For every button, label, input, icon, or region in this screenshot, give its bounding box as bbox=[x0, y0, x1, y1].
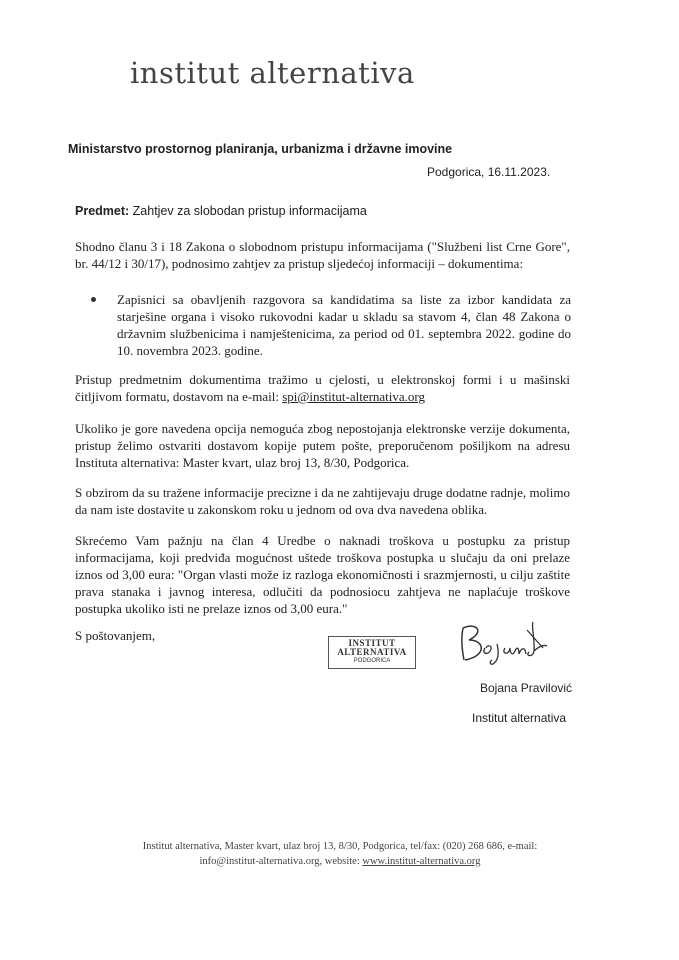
organization-stamp bbox=[328, 636, 416, 669]
signer-organization: Institut alternativa bbox=[472, 711, 567, 725]
date-line: Podgorica, 16.11.2023. bbox=[427, 165, 551, 179]
list-item: Zapisnici sa obavljenih razgovora sa kandidatima sa liste za izbor kandidata za starješine organa i visoko rukovodni kadar u skladu sa stavom 4, član 48 Zakona o državnim službenicima i namještenicima, za period od 01. septembra 2022. godine do 10. novembra 2023. godine. bbox=[117, 292, 571, 358]
fees-quote: "Organ vlasti može iz razloga ekonomičnosti i srazmjernosti, u cilju zaštite prava stanaka i javnog interesa, odlučiti da podnosiocu zahtjeva ne naplaćuje troškove postupka ukoliko isti ne prelaze iznos od 3,00 eura." bbox=[75, 567, 570, 616]
fees-paragraph bbox=[75, 532, 570, 617]
bullet-icon bbox=[91, 297, 96, 302]
footer-contact bbox=[110, 839, 570, 869]
stamp-line-2: ALTERNATIVA bbox=[337, 647, 407, 657]
footer-website-link[interactable]: www.institut-alternativa.org bbox=[362, 856, 481, 867]
subject-label: Predmet: bbox=[75, 204, 130, 218]
handwritten-signature bbox=[455, 618, 550, 673]
footer-line-2 bbox=[110, 854, 570, 869]
intro-paragraph: Shodno članu 3 i 18 Zakona o slobodnom pristupu informacijama ("Službeni list Crne Gore", br. 44/12 i 30/17), podnosimo zahtjev za pristup sljedećoj informaciji – dokumentima: bbox=[75, 239, 570, 271]
stamp-line-1: INSTITUT bbox=[348, 638, 396, 648]
access-text: Pristup predmetnim dokumentima tražimo u cjelosti, u elektronskoj formi i u mašinski čitljivom formatu, dostavom na e-mail: bbox=[75, 372, 570, 404]
organization-logo: institut alternativa bbox=[130, 56, 415, 90]
precise-paragraph: S obzirom da su tražene informacije precizne i da ne zahtijevaju druge dodatne radnje, molimo da nam iste dostavite u zakonskom roku u jednom od ova dva navedena oblika. bbox=[75, 485, 570, 517]
document-list bbox=[91, 291, 571, 359]
footer-line-1: Institut alternativa, Master kvart, ulaz broj 13, 8/30, Podgorica, tel/fax: (020) 268 686, e-mail: bbox=[142, 841, 538, 852]
footer-email-text: info@institut-alternativa.org, website: bbox=[199, 856, 363, 867]
access-email-link[interactable]: spi@institut-alternativa.org bbox=[282, 389, 426, 404]
recipient-heading: Ministarstvo prostornog planiranja, urbanizma i državne imovine bbox=[68, 142, 453, 156]
fallback-paragraph: Ukoliko je gore navedena opcija nemoguća zbog nepostojanja elektronske verzije dokumenta, pristup želimo ostvariti dostavom kopije putem pošte, preporučenom pošiljkom na adresu Instituta alternativa: Master kvart, ulaz broj 13, 8/30, Podgorica. bbox=[75, 421, 570, 470]
stamp-line-3: PODGORICA bbox=[353, 658, 391, 664]
fees-intro: Skrećemo Vam pažnju na član 4 Uredbe o naknadi troškova u postupku za pristup informacijama, koji predviđa mogućnost uštede troškova postupka u slučaju da oni prelaze iznos od 3,00 eura: bbox=[75, 533, 570, 582]
closing-regards: S poštovanjem, bbox=[75, 628, 156, 643]
subject-text: Zahtjev za slobodan pristup informacijama bbox=[132, 204, 367, 218]
access-paragraph bbox=[75, 371, 570, 405]
signer-name: Bojana Pravilović bbox=[480, 681, 573, 695]
subject-line bbox=[75, 204, 367, 218]
